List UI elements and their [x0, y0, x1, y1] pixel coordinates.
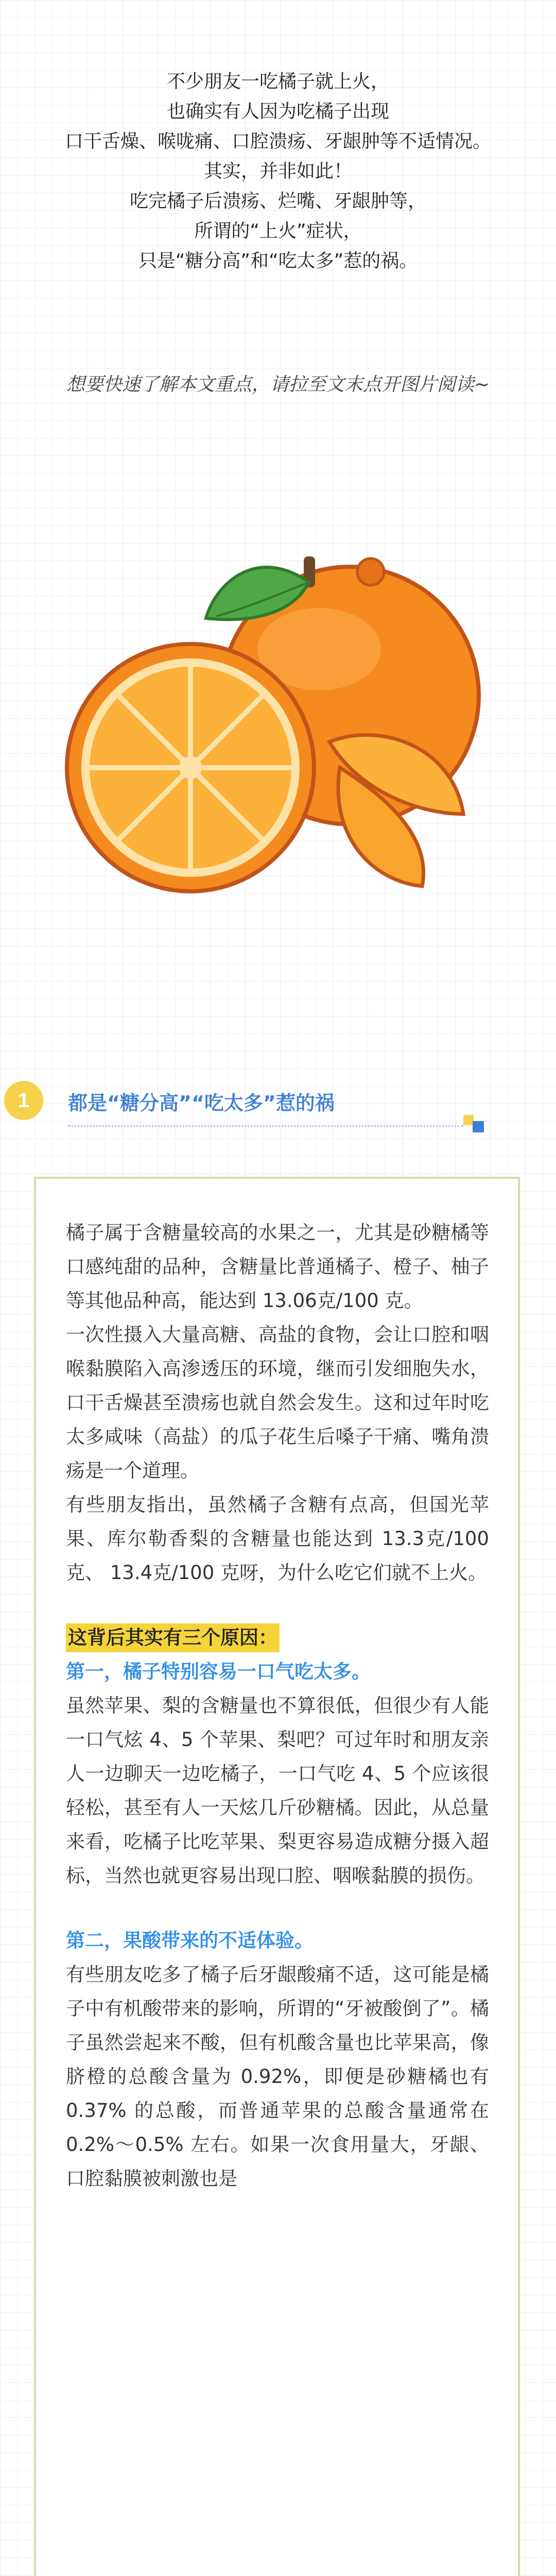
intro-line: 只是“糖分高”和“吃太多”惹的祸。 [138, 250, 418, 272]
article-paragraph: 有些朋友指出，虽然橘子含糖有点高，但国光苹果、库尔勒香梨的含糖量也能达到 13.3克/100 克、 13.4克/100 克呀，为什么吃它们就不上火。 [66, 1494, 489, 1584]
reading-hint: 想要快速了解本文重点，请拉至文末点开图片阅读~ [66, 374, 490, 395]
intro-line: 吃完橘子后溃疡、烂嘴、牙龈肿等， [129, 191, 426, 212]
article-card [34, 1177, 520, 2576]
reason-title: 第一，橘子特别容易一口气吃太多。 [66, 1660, 371, 1683]
highlight-heading: 这背后其实有三个原因： [66, 1623, 280, 1652]
stem-bud [357, 558, 384, 585]
squares-decoration-icon [463, 1111, 486, 1133]
section-number-badge: 1 [4, 1081, 43, 1120]
intro-line: 其实，并非如此！ [203, 161, 352, 182]
intro-line: 也确实有人因为吃橘子出现 [166, 101, 389, 122]
section-header [0, 1072, 556, 1133]
reason-title: 第二，果酸带来的不适体验。 [66, 1929, 314, 1952]
half-orange-core [179, 756, 202, 779]
intro-line: 口干舌燥、喉咙痛、口腔溃疡、牙龈肿等不适情况。 [64, 131, 491, 152]
intro-line: 不少朋友一吃橘子就上火， [166, 71, 389, 92]
intro-line: 所谓的“上火”症状， [194, 221, 362, 242]
section-underline [68, 1125, 463, 1127]
article-paragraph: 橘子属于含糖量较高的水果之一，尤其是砂糖橘等口感纯甜的品种，含糖量比普通橘子、橙子、柚子等其他品种高，能达到 13.06克/100 克。 [66, 1222, 489, 1312]
intro-text [0, 67, 556, 276]
reason-text: 虽然苹果、梨的含糖量也不算很低，但很少有人能一口气炫 4、5 个苹果、梨吧？可过年时和朋友亲人一边聊天一边吃橘子，一口气吃 4、5 个应该很轻松，甚至有人一天炫几斤砂糖橘。因此，从总量来看，吃橘子比吃苹果、梨更容易造成糖分摄入超标，当然也就更容易出现口腔、咽喉黏膜的损伤。 [66, 1694, 489, 1887]
article-paragraph: 一次性摄入大量高糖、高盐的食物，会让口腔和咽喉黏膜陷入高渗透压的环境，继而引发细胞失水，口干舌燥甚至溃疡也就自然会发生。这和过年时吃太多咸味（高盐）的瓜子花生后嗓子干痛、嘴角溃疡是一个道理。 [66, 1324, 489, 1482]
reason-text: 有些朋友吃多了橘子后牙龈酸痛不适，这可能是橘子中有机酸带来的影响，所谓的“牙被酸倒了”。橘子虽然尝起来不酸，但有机酸含量也比苹果高，像脐橙的总酸含量为 0.92%，即便是砂糖橘也有 0.37% 的总酸，而普通苹果的总酸含量通常在 0.2%～0.5% 左右。如果一次食用量大，牙龈、口腔黏膜被刺激也是 [66, 1963, 489, 2190]
section-title: 都是“糖分高”“吃太多”惹的祸 [68, 1092, 335, 1114]
orange-illustration [62, 526, 505, 917]
